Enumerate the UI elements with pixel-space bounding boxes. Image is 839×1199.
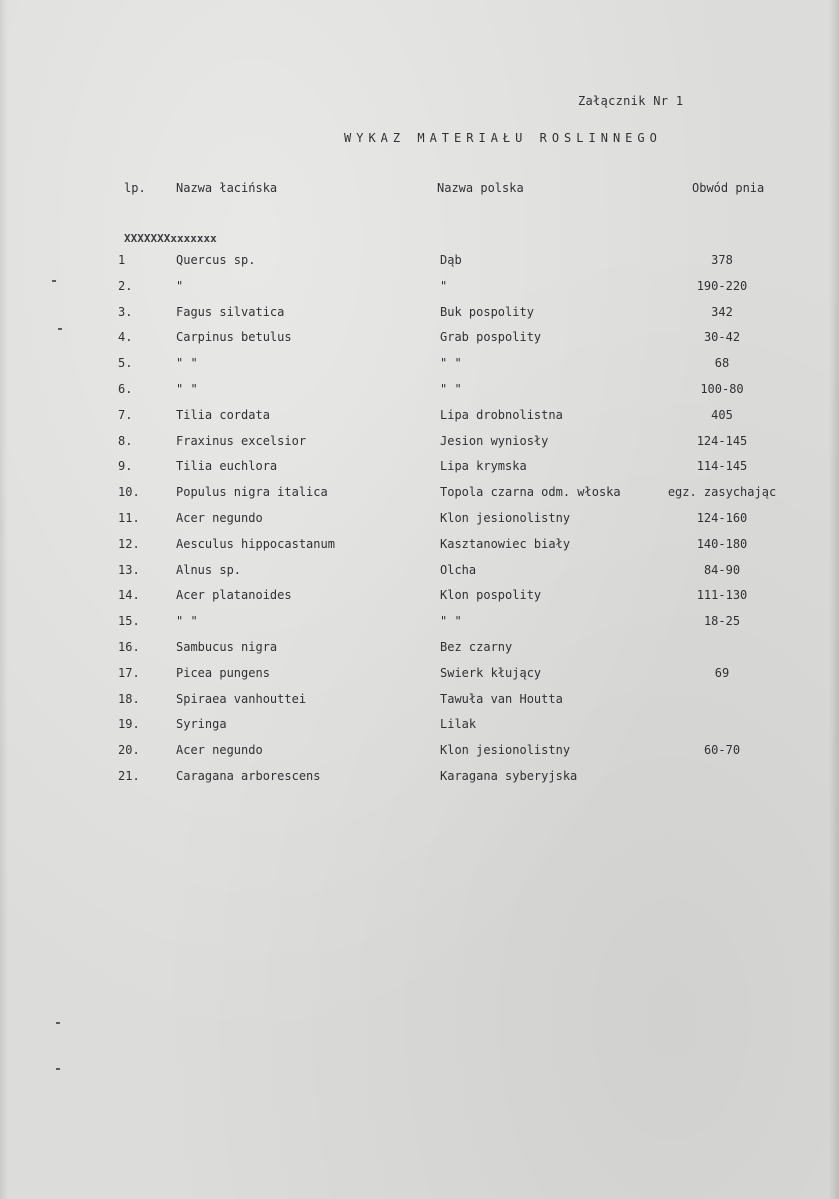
- table-row: [0, 769, 839, 795]
- row-number: 7.: [118, 407, 133, 422]
- table-row: [0, 253, 839, 279]
- table-row: [0, 640, 839, 666]
- row-number: 4.: [118, 330, 133, 345]
- table-row: [0, 717, 839, 743]
- latin-name-cell: Quercus sp.: [176, 253, 256, 267]
- latin-name-cell: Acer negundo: [176, 743, 263, 758]
- latin-name-cell: Sambucus nigra: [176, 639, 278, 654]
- table-row: [0, 434, 839, 460]
- polish-name-cell: Buk pospolity: [440, 304, 534, 319]
- latin-name-cell: " ": [176, 356, 198, 371]
- polish-name-cell: ": [440, 278, 448, 293]
- table-row: [0, 743, 839, 769]
- latin-name-cell: Acer negundo: [176, 510, 263, 525]
- row-number: 12.: [118, 536, 140, 551]
- annex-label: Załącznik Nr 1: [578, 94, 684, 108]
- polish-name-cell: Bez czarny: [440, 639, 513, 654]
- table-row: [0, 356, 839, 382]
- latin-name-cell: Carpinus betulus: [176, 330, 292, 345]
- polish-name-cell: Tawuła van Houtta: [440, 691, 563, 706]
- polish-name-cell: " ": [440, 356, 462, 371]
- table-row: [0, 511, 839, 537]
- trunk-girth-cell: 378: [711, 253, 733, 267]
- polish-name-cell: Klon jesionolistny: [440, 743, 571, 758]
- struck-out-text: XXXXXXXxxxxxxx: [124, 232, 217, 245]
- trunk-girth-cell: 69: [714, 665, 730, 680]
- latin-name-cell: " ": [176, 614, 198, 629]
- row-number: 13.: [118, 562, 140, 577]
- trunk-girth-cell: 30-42: [703, 330, 741, 345]
- column-header-lp: lp.: [124, 181, 146, 195]
- table-row: [0, 459, 839, 485]
- latin-name-cell: Tilia cordata: [176, 407, 270, 422]
- latin-name-cell: Caragana arborescens: [176, 768, 321, 783]
- table-row: [0, 408, 839, 434]
- row-number: 16.: [118, 639, 140, 654]
- table-row: [0, 305, 839, 331]
- polish-name-cell: Lipa krymska: [440, 459, 527, 474]
- latin-name-cell: ": [176, 278, 184, 293]
- row-number: 10.: [118, 485, 140, 500]
- trunk-girth-cell: 124-145: [696, 433, 748, 448]
- latin-name-cell: Syringa: [176, 717, 227, 732]
- latin-name-cell: Alnus sp.: [176, 562, 242, 577]
- polish-name-cell: " ": [440, 381, 462, 396]
- row-number: 15.: [118, 614, 140, 629]
- latin-name-cell: Populus nigra italica: [176, 485, 328, 500]
- latin-name-cell: Tilia euchlora: [176, 459, 278, 474]
- polish-name-cell: Jesion wyniosły: [440, 433, 549, 448]
- trunk-girth-cell: 124-160: [696, 510, 748, 525]
- latin-name-cell: Aesculus hippocastanum: [176, 536, 335, 551]
- polish-name-cell: Grab pospolity: [440, 330, 542, 345]
- margin-speck: [56, 1022, 60, 1024]
- table-row: [0, 279, 839, 305]
- table-row: [0, 537, 839, 563]
- column-header-polish-name: Nazwa polska: [437, 181, 524, 195]
- row-number: 1: [118, 253, 126, 267]
- trunk-girth-cell: egz. zasychając: [667, 485, 777, 500]
- plant-list-table: [0, 253, 839, 795]
- table-row: [0, 382, 839, 408]
- polish-name-cell: Dąb: [440, 253, 462, 267]
- latin-name-cell: Spiraea vanhouttei: [176, 691, 307, 706]
- trunk-girth-cell: 342: [711, 304, 733, 319]
- table-row: [0, 692, 839, 718]
- margin-speck: [56, 1068, 60, 1070]
- row-number: 14.: [118, 588, 140, 603]
- trunk-girth-cell: 140-180: [696, 536, 748, 551]
- polish-name-cell: " ": [440, 614, 462, 629]
- trunk-girth-cell: 114-145: [696, 459, 748, 474]
- polish-name-cell: Klon jesionolistny: [440, 510, 571, 525]
- latin-name-cell: Fagus silvatica: [176, 304, 285, 319]
- column-header-latin-name: Nazwa łacińska: [176, 181, 278, 195]
- row-number: 2.: [118, 278, 133, 293]
- polish-name-cell: Lipa drobnolistna: [440, 407, 563, 422]
- row-number: 17.: [118, 665, 140, 680]
- table-row: [0, 330, 839, 356]
- trunk-girth-cell: 84-90: [703, 562, 741, 577]
- trunk-girth-cell: 60-70: [703, 743, 741, 758]
- polish-name-cell: Klon pospolity: [440, 588, 542, 603]
- table-row: [0, 614, 839, 640]
- row-number: 19.: [118, 717, 140, 732]
- trunk-girth-cell: 68: [714, 356, 730, 371]
- column-header-trunk-girth: Obwód pnia: [692, 181, 765, 195]
- polish-name-cell: Lilak: [440, 717, 477, 732]
- table-row: [0, 485, 839, 511]
- row-number: 3.: [118, 304, 133, 319]
- latin-name-cell: Acer platanoides: [176, 588, 292, 603]
- table-row: [0, 666, 839, 692]
- document-title: WYKAZ MATERIAŁU ROSLINNEGO: [344, 131, 662, 145]
- polish-name-cell: Swierk kłujący: [440, 665, 542, 680]
- latin-name-cell: Picea pungens: [176, 665, 270, 680]
- trunk-girth-cell: 405: [711, 407, 733, 422]
- row-number: 8.: [118, 433, 133, 448]
- trunk-girth-cell: 100-80: [700, 381, 744, 396]
- row-number: 9.: [118, 459, 133, 474]
- row-number: 18.: [118, 691, 140, 706]
- latin-name-cell: " ": [176, 381, 198, 396]
- row-number: 11.: [118, 510, 140, 525]
- table-row: [0, 563, 839, 589]
- trunk-girth-cell: 190-220: [696, 278, 748, 293]
- polish-name-cell: Olcha: [440, 562, 477, 577]
- row-number: 5.: [118, 356, 133, 371]
- table-row: [0, 588, 839, 614]
- row-number: 20.: [118, 743, 140, 758]
- trunk-girth-cell: 18-25: [703, 614, 741, 629]
- polish-name-cell: Karagana syberyjska: [440, 768, 578, 783]
- polish-name-cell: Kasztanowiec biały: [440, 536, 571, 551]
- row-number: 6.: [118, 381, 133, 396]
- row-number: 21.: [118, 768, 140, 783]
- latin-name-cell: Fraxinus excelsior: [176, 433, 307, 448]
- trunk-girth-cell: 111-130: [696, 588, 748, 603]
- polish-name-cell: Topola czarna odm. włoska: [440, 485, 621, 500]
